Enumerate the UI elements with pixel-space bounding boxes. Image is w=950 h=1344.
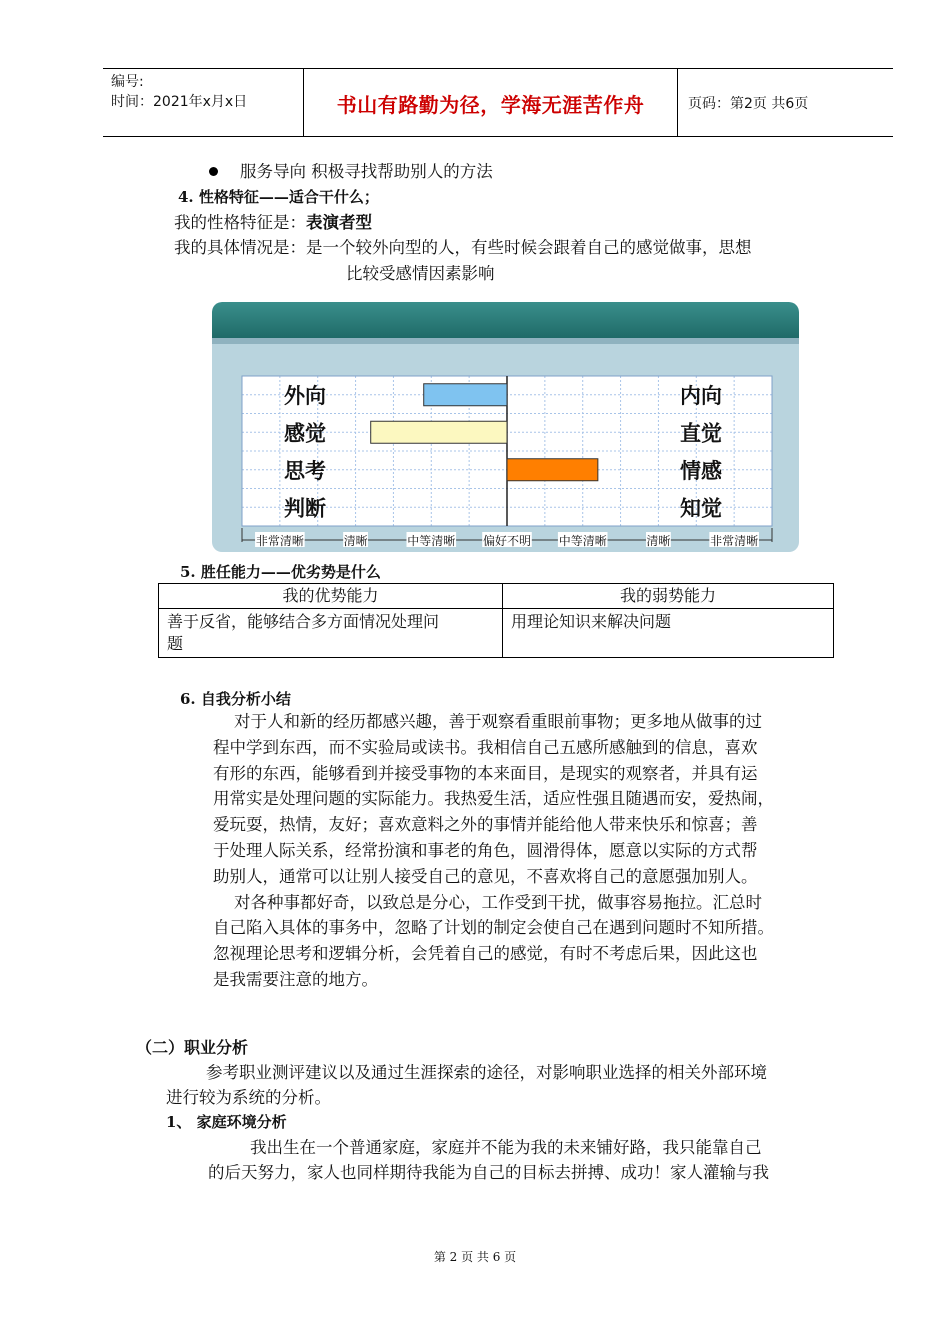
personality-type-line (174, 213, 372, 233)
summary-line: 于处理人际关系，经常扮演和事老的角色，圆滑得体，愿意以实际的方式帮 (213, 841, 758, 860)
right-label: 知觉 (680, 496, 722, 521)
table-row (159, 609, 834, 658)
scale-label: 清晰 (646, 534, 671, 548)
left-label: 判断 (284, 496, 326, 521)
scale-label: 中等清晰 (558, 534, 607, 548)
scale-label: 非常清晰 (255, 534, 304, 548)
bar-0 (424, 384, 507, 406)
left-label: 外向 (284, 383, 326, 408)
summary-line: 有形的东西，能够看到并接受事物的本来面目，是现实的观察者，并具有运 (213, 763, 758, 783)
scale-label: 偏好不明 (482, 534, 532, 548)
summary-line: 助别人，通常可以让别人接受自己的意见，不喜欢将自己的意愿强加别人。 (213, 866, 758, 886)
header-page-cell (678, 69, 893, 136)
left-label: 感觉 (284, 421, 326, 446)
summary-line: 是我需要注意的地方。 (213, 970, 378, 989)
personality-type-prefix: 我的性格特征是： (174, 213, 306, 232)
right-label: 情感 (680, 458, 722, 483)
personality-chart (212, 302, 799, 552)
bar-1 (371, 421, 507, 443)
family-line-2: 的后天努力，家人也同样期待我能为自己的目标去拼搏、成功！家人灌输与我 (208, 1163, 769, 1182)
part2-heading: （二）职业分析 (136, 1038, 249, 1057)
number-label: 编号: (111, 74, 144, 90)
section6-heading: 6. 自我分析小结 (180, 690, 291, 708)
part2-intro-line-2: 进行较为系统的分析。 (166, 1088, 331, 1107)
right-label: 内向 (680, 383, 722, 408)
section4-heading: 4. 性格特征——适合干什么； (178, 188, 379, 206)
scale-label: 中等清晰 (407, 534, 456, 548)
time-label: 时间：2021年x月x日 (111, 94, 248, 110)
strength-text-line-1: 善于反省，能够结合多方面情况处理问 (167, 612, 440, 631)
strengths-weaknesses-table (158, 583, 834, 658)
scale-label: 清晰 (343, 534, 368, 548)
motto: 书山有路勤为径，学海无涯苦作舟 (336, 93, 645, 117)
summary-line: 忽视理论思考和逻辑分析，会凭着自己的感觉，有时不考虑后果，因此这也 (213, 944, 758, 964)
weakness-cell: 用理论知识来解决问题 (503, 609, 834, 658)
summary-line: 爱玩耍，热情，友好；喜欢意料之外的事情并能给他人带来快乐和惊喜；善 (213, 815, 758, 835)
right-label: 直觉 (680, 421, 722, 446)
bar-2 (507, 459, 598, 481)
summary-line: 用常实是处理问题的实际能力。我热爱生活，适应性强且随遇而安，爱热闹， (213, 789, 774, 809)
scale-label: 非常清晰 (710, 534, 759, 548)
header-meta-cell (103, 69, 304, 136)
weakness-header-cell: 我的弱势能力 (503, 584, 834, 609)
family-line-1: 我出生在一个普通家庭，家庭并不能为我的未来铺好路，我只能靠自己 (250, 1138, 762, 1157)
strength-text-line-2: 题 (167, 634, 184, 653)
personality-chart-panel (212, 302, 799, 552)
part2-intro-line-1: 参考职业测评建议以及通过生涯探索的途径，对影响职业选择的相关外部环境 (206, 1063, 767, 1082)
bullet-dot (209, 167, 218, 176)
left-label: 思考 (284, 458, 326, 483)
section5-heading: 5. 胜任能力——优劣势是什么 (180, 563, 381, 581)
family-analysis-heading: 1、 家庭环境分析 (166, 1113, 287, 1131)
page-number-label: 页码：第2页 共6页 (688, 96, 809, 112)
page-footer: 第 2 页 共 6 页 (433, 1250, 517, 1264)
detail-line-1: 我的具体情况是：是一个较外向型的人，有些时候会跟着自己的感觉做事，思想 (174, 238, 752, 257)
strength-header-cell: 我的优势能力 (159, 584, 503, 609)
bullet-item: 服务导向 积极寻找帮助别人的方法 (240, 162, 493, 181)
summary-line: 自己陷入具体的事务中，忽略了计划的制定会使自己在遇到问题时不知所措。 (213, 918, 774, 938)
personality-type-value: 表演者型 (306, 213, 372, 232)
page-header (103, 68, 893, 137)
header-motto-cell (304, 69, 678, 136)
detail-line-2: 比较受感情因素影响 (346, 264, 495, 283)
summary-line: 对各种事都好奇，以致总是分心，工作受到干扰，做事容易拖拉。汇总时 (234, 892, 762, 912)
summary-line: 程中学到东西，而不实验局或读书。我相信自己五感所感触到的信息，喜欢 (213, 737, 758, 757)
strength-cell (159, 609, 503, 658)
table-header-row (159, 584, 834, 609)
summary-line: 对于人和新的经历都感兴趣，善于观察看重眼前事物；更多地从做事的过 (234, 712, 762, 731)
